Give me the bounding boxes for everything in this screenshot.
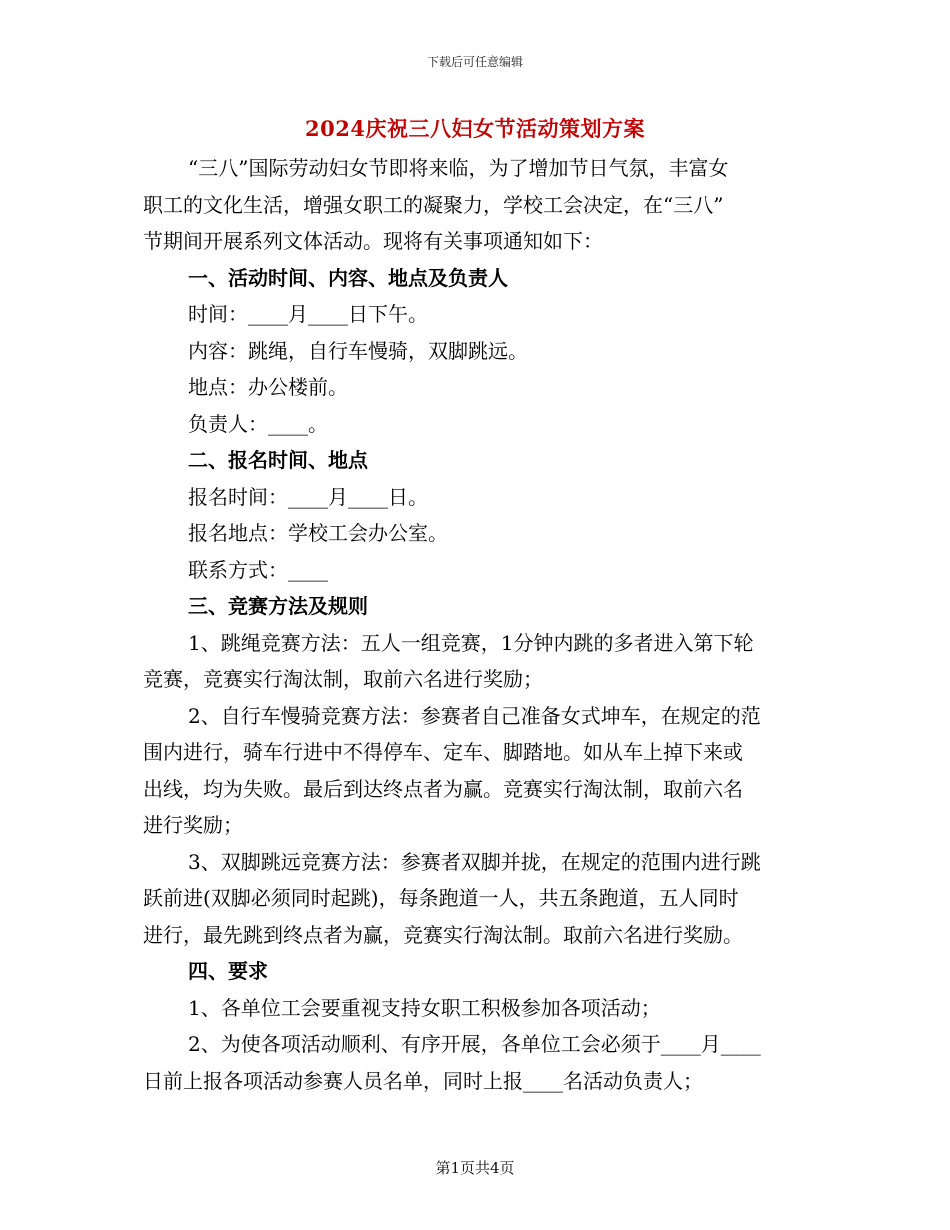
- body-line: 1、各单位工会要重视支持女职工积极参加各项活动；: [188, 995, 661, 1020]
- section-heading: 二、报名时间、地点: [188, 448, 368, 472]
- body-line: 联系方式：____: [188, 557, 328, 582]
- header-note: 下载后可任意编辑: [426, 55, 523, 69]
- body-line: 3、双脚跳远竞赛方法：参赛者双脚并拢，在规定的范围内进行跳: [188, 849, 761, 874]
- body-line: 2、自行车慢骑竞赛方法：参赛者自己准备女式坤车，在规定的范: [188, 703, 761, 728]
- body-line: 地点：办公楼前。: [188, 375, 348, 399]
- body-line: 出线，均为失败。最后到达终点者为赢。竞赛实行淘汰制，取前六名: [143, 776, 743, 801]
- section-heading: 一、活动时间、内容、地点及负责人: [188, 265, 508, 290]
- body-line: 报名时间：____月____日。: [188, 484, 428, 509]
- body-line: 2、为使各项活动顺利、有序开展，各单位工会必须于____月____: [188, 1032, 761, 1056]
- body-line: 进行，最先跳到终点者为赢，竞赛实行淘汰制。取前六名进行奖励。: [143, 922, 743, 947]
- body-line: 1、跳绳竞赛方法：五人一组竞赛，1分钟内跳的多者进入第下轮: [188, 630, 754, 655]
- body-line: 进行奖励；: [143, 813, 243, 837]
- body-line: 跃前进(双脚必须同时起跳)，每条跑道一人，共五条跑道，五人同时: [143, 886, 739, 910]
- body-line: “三八”国际劳动妇女节即将来临，为了增加节日气氛，丰富女: [188, 156, 729, 180]
- section-heading: 四、要求: [188, 959, 268, 983]
- page-footer: 第1页共4页: [435, 1159, 515, 1177]
- body-line: 时间：____月____日下午。: [188, 302, 428, 326]
- body-line: 节期间开展系列文体活动。现将有关事项通知如下：: [143, 229, 603, 253]
- body-line: 日前上报各项活动参赛人员名单，同时上报____名活动负责人；: [143, 1068, 703, 1093]
- section-heading: 三、竞赛方法及规则: [188, 594, 368, 618]
- document-body: [143, 150, 808, 1099]
- body-line: 围内进行，骑车行进中不得停车、定车、脚踏地。如从车上掉下来或: [143, 740, 743, 764]
- body-line: 内容：跳绳，自行车慢骑，双脚跳远。: [188, 338, 528, 363]
- body-line: 报名地点：学校工会办公室。: [188, 521, 448, 545]
- body-line: 竞赛，竞赛实行淘汰制，取前六名进行奖励；: [143, 667, 543, 691]
- document-title: 2024庆祝三八妇女节活动策划方案: [305, 116, 645, 141]
- body-line: 职工的文化生活，增强女职工的凝聚力，学校工会决定，在“三八”: [143, 192, 724, 217]
- body-line: 负责人：____。: [188, 411, 328, 436]
